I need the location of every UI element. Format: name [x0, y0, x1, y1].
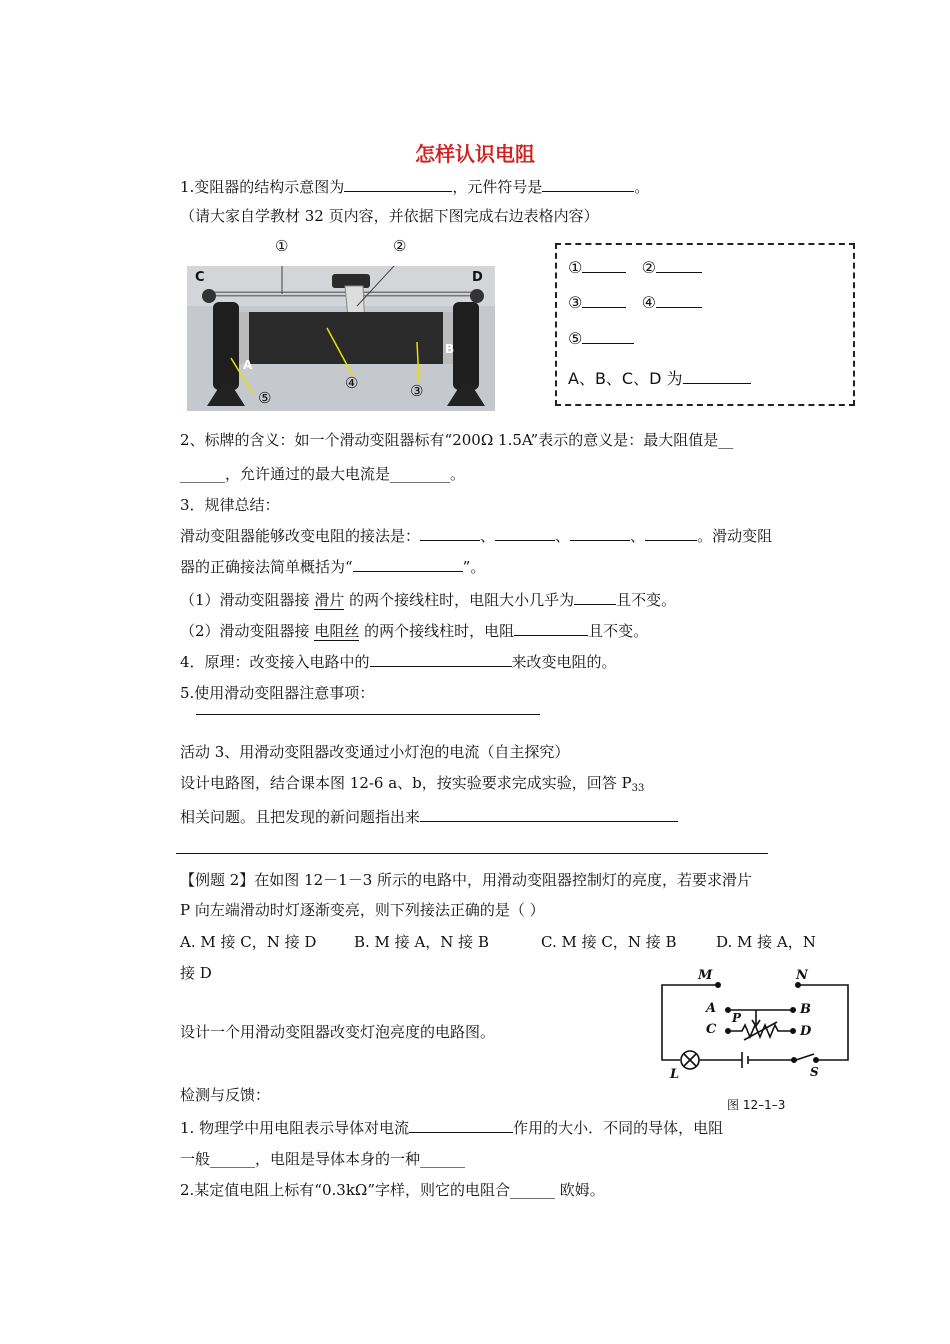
- answer-line[interactable]: [196, 714, 540, 715]
- option-a[interactable]: A. M 接 C，N 接 D: [180, 933, 317, 951]
- blank[interactable]: [656, 257, 702, 273]
- question-1: 1.变阻器的结构示意图为 ，元件符号是 。: [180, 178, 650, 196]
- activity-3-line-2: 设计电路图，结合课本图 12-6 a、b，按实验要求完成实验，回答 $P_{33}$: [180, 774, 645, 794]
- label-a: A: [243, 358, 253, 372]
- label-p: P: [732, 1011, 742, 1025]
- question-1-note: （请大家自学教材 32 页内容，并依据下图完成右边表格内容）: [180, 207, 599, 225]
- circuit-drawing: [650, 968, 860, 1083]
- blank[interactable]: [542, 176, 634, 192]
- label-c: C: [706, 1022, 717, 1037]
- blank[interactable]: [570, 525, 630, 541]
- blank[interactable]: [353, 556, 463, 572]
- blank[interactable]: [645, 525, 697, 541]
- option-c[interactable]: C. M 接 C，N 接 B: [541, 933, 677, 951]
- rheostat-photo: [187, 266, 495, 411]
- example-2-line-2: P 向左端滑动时灯逐渐变亮，则下列接法正确的是（ ）: [180, 901, 545, 919]
- marker-4: ④: [345, 374, 359, 392]
- activity-3-line-3: 相关问题。且把发现的新问题指出来: [180, 806, 678, 827]
- circuit-diagram: [650, 968, 860, 1083]
- question-2-line-1: 2、标牌的含义：如一个滑动变阻器标有“200Ω 1.5A”表示的意义是：最大阻值是__: [180, 431, 734, 449]
- marker-5: ⑤: [258, 389, 272, 407]
- question-3-heading: 3．规律总结：: [180, 496, 280, 514]
- feedback-q2: 2.某定值电阻上标有“0.3kΩ”字样，则它的电阻合______ 欧姆。: [180, 1181, 605, 1199]
- feedback-q1-line-1: 1. 物理学中用电阻表示导体对电流 作用的大小．不同的导体，电阻: [180, 1119, 724, 1137]
- label-d: D: [800, 1024, 812, 1039]
- activity-3-title: 活动 3、用滑动变阻器改变通过小灯泡的电流（自主探究）: [180, 743, 570, 761]
- question-3-line-2: 器的正确接法简单概括为“ ”。: [180, 558, 486, 576]
- marker-2: ②: [393, 237, 407, 255]
- blank[interactable]: [683, 368, 751, 384]
- figure-caption: 图 12–1–3: [727, 1098, 786, 1112]
- label-n: N: [796, 968, 808, 983]
- blank[interactable]: [495, 525, 555, 541]
- label-m: M: [698, 968, 713, 983]
- label-a: A: [706, 1001, 717, 1016]
- marker-3: ③: [410, 382, 424, 400]
- blank[interactable]: [370, 651, 512, 667]
- blank[interactable]: [514, 620, 588, 636]
- feedback-heading: 检测与反馈：: [180, 1086, 271, 1104]
- blank[interactable]: [574, 589, 616, 605]
- option-d[interactable]: D. M 接 A，N: [716, 933, 816, 951]
- page-title: 怎样认识电阻: [415, 142, 535, 166]
- blank[interactable]: [420, 525, 480, 541]
- label-s: S: [810, 1065, 819, 1079]
- label-b: B: [800, 1002, 811, 1017]
- question-3-item-1: （1）滑动变阻器接 滑片 的两个接线柱时，电阻大小几乎为 且不变。: [180, 591, 677, 609]
- blank[interactable]: [420, 806, 678, 822]
- question-2-line-2: ______，允许通过的最大电流是________。: [180, 465, 466, 483]
- answer-line[interactable]: [176, 853, 768, 854]
- option-d-cont: 接 D: [180, 964, 212, 982]
- question-4: 4．原理：改变接入电路中的 来改变电阻的。: [180, 653, 617, 671]
- answer-box: ① ② ③ ④ ⑤ A、B、C、D 为: [555, 243, 855, 406]
- question-5: 5.使用滑动变阻器注意事项：: [180, 684, 375, 702]
- label-d: D: [472, 270, 483, 285]
- feedback-q1-line-2: 一般______，电阻是导体本身的一种______: [180, 1150, 466, 1168]
- design-task: 设计一个用滑动变阻器改变灯泡亮度的电路图。: [180, 1023, 496, 1041]
- blank[interactable]: [344, 176, 452, 192]
- question-3-line-1: 滑动变阻器能够改变电阻的接法是： 、 、 、 。滑动变阻: [180, 527, 773, 545]
- blank[interactable]: [656, 292, 702, 308]
- blank[interactable]: [582, 328, 634, 344]
- question-3-item-2: （2）滑动变阻器接 电阻丝 的两个接线柱时，电阻 且不变。: [180, 622, 649, 640]
- label-b: B: [445, 342, 455, 356]
- blank[interactable]: [409, 1117, 513, 1133]
- rheostat-illustration: [187, 266, 495, 411]
- label-l: L: [670, 1067, 680, 1082]
- example-2-line-1: 【例题 2】在如图 12－1－3 所示的电路中，用滑动变阻器控制灯的亮度，若要求滑片: [180, 871, 753, 889]
- blank[interactable]: [582, 292, 626, 308]
- label-c: C: [195, 270, 205, 285]
- option-b[interactable]: B. M 接 A，N 接 B: [354, 933, 489, 951]
- blank[interactable]: [582, 257, 626, 273]
- marker-1: ①: [275, 237, 289, 255]
